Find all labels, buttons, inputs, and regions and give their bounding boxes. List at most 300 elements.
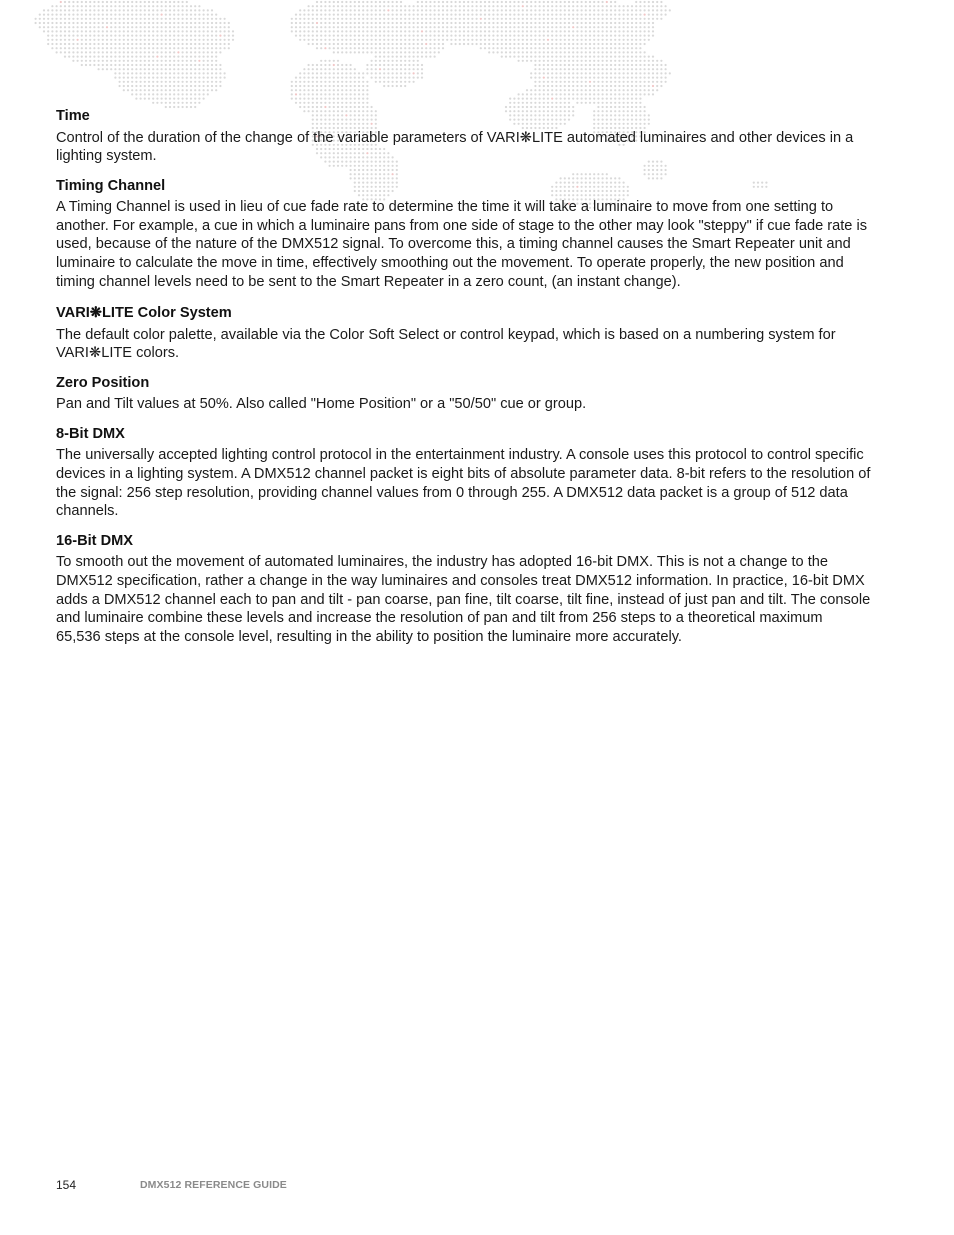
map-dot: [295, 35, 297, 37]
map-dot: [77, 26, 79, 28]
map-dot: [350, 68, 352, 70]
map-dot: [589, 77, 591, 79]
map-dot: [484, 5, 486, 7]
map-dot: [320, 5, 322, 7]
map-dot: [127, 39, 129, 41]
map-dot: [354, 9, 356, 11]
map-dot: [177, 18, 179, 20]
map-dot: [665, 81, 667, 83]
map-dot: [186, 5, 188, 7]
map-dot: [148, 1, 150, 3]
map-dot: [207, 18, 209, 20]
map-dot: [610, 89, 612, 91]
map-dot: [492, 47, 494, 49]
map-dot: [639, 51, 641, 53]
map-dot: [396, 26, 398, 28]
map-dot: [543, 43, 545, 45]
map-dot: [135, 26, 137, 28]
map-dot: [589, 26, 591, 28]
map-dot: [165, 14, 167, 16]
map-dot: [324, 64, 326, 66]
map-dot: [627, 60, 629, 62]
map-dot: [631, 35, 633, 37]
map-dot: [530, 102, 532, 104]
map-dot: [602, 98, 604, 100]
map-dot: [161, 102, 163, 104]
map-dot: [618, 81, 620, 83]
map-dot: [156, 81, 158, 83]
map-dot: [98, 5, 100, 7]
map-dot: [526, 102, 528, 104]
map-dot: [219, 43, 221, 45]
map-dot: [383, 64, 385, 66]
map-dot: [421, 1, 423, 3]
map-dot: [618, 47, 620, 49]
map-dot: [660, 5, 662, 7]
map-dot: [379, 56, 381, 58]
map-dot: [551, 5, 553, 7]
map-dot: [51, 18, 53, 20]
map-dot: [148, 5, 150, 7]
map-dot: [593, 102, 595, 104]
map-dot: [308, 89, 310, 91]
map-dot: [131, 64, 133, 66]
map-dot: [312, 9, 314, 11]
map-dot: [589, 51, 591, 53]
map-dot: [152, 60, 154, 62]
map-dot: [173, 77, 175, 79]
map-dot: [329, 98, 331, 100]
map-dot: [555, 68, 557, 70]
map-dot: [64, 14, 66, 16]
map-dot: [119, 14, 121, 16]
map-dot: [623, 39, 625, 41]
map-dot: [627, 64, 629, 66]
map-dot: [358, 9, 360, 11]
map-dot: [93, 51, 95, 53]
map-dot: [333, 51, 335, 53]
map-dot: [51, 9, 53, 11]
map-dot: [312, 43, 314, 45]
map-dot: [198, 14, 200, 16]
map-dot: [156, 30, 158, 32]
map-dot: [530, 89, 532, 91]
map-dot: [211, 56, 213, 58]
map-dot: [308, 26, 310, 28]
map-dot: [89, 47, 91, 49]
map-dot: [350, 77, 352, 79]
map-dot: [135, 89, 137, 91]
map-dot: [614, 1, 616, 3]
map-dot: [60, 5, 62, 7]
map-dot: [450, 30, 452, 32]
map-dot: [471, 35, 473, 37]
map-dot: [623, 60, 625, 62]
map-dot: [669, 72, 671, 74]
map-dot: [383, 22, 385, 24]
map-dot: [119, 47, 121, 49]
map-dot: [169, 51, 171, 53]
map-dot: [119, 51, 121, 53]
map-dot: [173, 43, 175, 45]
map-dot: [148, 51, 150, 53]
map-dot: [639, 60, 641, 62]
map-dot: [81, 26, 83, 28]
map-dot: [513, 56, 515, 58]
map-dot: [614, 56, 616, 58]
map-dot: [644, 43, 646, 45]
map-dot: [408, 56, 410, 58]
map-dot: [68, 26, 70, 28]
map-dot: [568, 98, 570, 100]
map-dot: [581, 47, 583, 49]
map-dot: [198, 85, 200, 87]
map-dot: [102, 9, 104, 11]
map-dot: [362, 1, 364, 3]
map-dot: [530, 93, 532, 95]
map-dot: [644, 56, 646, 58]
map-dot: [194, 22, 196, 24]
map-dot: [534, 5, 536, 7]
map-dot: [135, 14, 137, 16]
map-dot: [488, 9, 490, 11]
map-dot: [497, 14, 499, 16]
map-dot: [140, 81, 142, 83]
map-dot: [392, 77, 394, 79]
map-dot: [501, 35, 503, 37]
map-dot: [165, 89, 167, 91]
map-dot: [656, 89, 658, 91]
map-dot: [219, 68, 221, 70]
map-dot: [476, 30, 478, 32]
map-dot: [362, 51, 364, 53]
map-dot: [68, 35, 70, 37]
map-dot: [35, 18, 37, 20]
map-dot: [354, 51, 356, 53]
map-dot: [522, 43, 524, 45]
map-dot: [404, 14, 406, 16]
map-dot: [400, 1, 402, 3]
map-dot: [421, 18, 423, 20]
map-dot: [144, 43, 146, 45]
map-dot: [203, 47, 205, 49]
map-dot: [656, 68, 658, 70]
map-dot: [593, 51, 595, 53]
map-dot: [392, 35, 394, 37]
map-dot: [182, 56, 184, 58]
map-dot: [639, 43, 641, 45]
map-dot: [114, 14, 116, 16]
map-dot: [156, 18, 158, 20]
map-dot: [316, 47, 318, 49]
map-dot: [606, 1, 608, 3]
map-dot: [152, 22, 154, 24]
map-dot: [602, 26, 604, 28]
map-dot: [64, 39, 66, 41]
map-dot: [68, 9, 70, 11]
map-dot: [526, 14, 528, 16]
map-dot: [572, 51, 574, 53]
map-dot: [623, 68, 625, 70]
map-dot: [576, 89, 578, 91]
map-dot: [123, 39, 125, 41]
map-dot: [110, 9, 112, 11]
map-dot: [85, 39, 87, 41]
map-dot: [127, 77, 129, 79]
map-dot: [341, 93, 343, 95]
map-dot: [429, 22, 431, 24]
map-dot: [648, 30, 650, 32]
map-dot: [140, 9, 142, 11]
map-dot: [417, 5, 419, 7]
map-dot: [98, 22, 100, 24]
map-dot: [123, 30, 125, 32]
map-dot: [476, 26, 478, 28]
map-dot: [173, 98, 175, 100]
map-dot: [434, 39, 436, 41]
map-dot: [135, 35, 137, 37]
map-dot: [207, 51, 209, 53]
map-dot: [131, 35, 133, 37]
map-dot: [350, 102, 352, 104]
map-dot: [316, 35, 318, 37]
map-dot: [387, 5, 389, 7]
map-dot: [89, 9, 91, 11]
map-dot: [459, 9, 461, 11]
map-dot: [539, 43, 541, 45]
map-dot: [547, 9, 549, 11]
map-dot: [660, 18, 662, 20]
map-dot: [568, 5, 570, 7]
map-dot: [169, 93, 171, 95]
map-dot: [375, 30, 377, 32]
map-dot: [110, 47, 112, 49]
map-dot: [526, 39, 528, 41]
map-dot: [618, 85, 620, 87]
map-dot: [148, 93, 150, 95]
map-dot: [156, 85, 158, 87]
map-dot: [152, 18, 154, 20]
map-dot: [47, 22, 49, 24]
map-dot: [623, 9, 625, 11]
map-dot: [639, 35, 641, 37]
map-dot: [152, 81, 154, 83]
map-dot: [320, 22, 322, 24]
map-dot: [438, 5, 440, 7]
map-dot: [413, 81, 415, 83]
map-dot: [564, 9, 566, 11]
map-dot: [119, 85, 121, 87]
map-dot: [169, 47, 171, 49]
map-dot: [631, 102, 633, 104]
map-dot: [316, 93, 318, 95]
map-dot: [308, 98, 310, 100]
map-dot: [644, 89, 646, 91]
map-dot: [186, 64, 188, 66]
map-dot: [345, 30, 347, 32]
map-dot: [413, 56, 415, 58]
map-dot: [350, 89, 352, 91]
map-dot: [190, 98, 192, 100]
map-dot: [123, 60, 125, 62]
map-dot: [581, 85, 583, 87]
map-dot: [610, 43, 612, 45]
map-dot: [203, 56, 205, 58]
map-dot: [152, 14, 154, 16]
map-dot: [530, 72, 532, 74]
map-dot: [165, 85, 167, 87]
map-dot: [593, 30, 595, 32]
map-dot: [72, 26, 74, 28]
map-dot: [98, 47, 100, 49]
map-dot: [539, 1, 541, 3]
map-dot: [459, 1, 461, 3]
map-dot: [177, 39, 179, 41]
map-dot: [555, 5, 557, 7]
map-dot: [568, 85, 570, 87]
map-dot: [568, 26, 570, 28]
map-dot: [64, 9, 66, 11]
map-dot: [173, 93, 175, 95]
map-dot: [585, 81, 587, 83]
map-dot: [606, 35, 608, 37]
map-dot: [144, 1, 146, 3]
map-dot: [392, 22, 394, 24]
map-dot: [215, 85, 217, 87]
map-dot: [442, 26, 444, 28]
map-dot: [324, 68, 326, 70]
map-dot: [572, 22, 574, 24]
map-dot: [123, 56, 125, 58]
map-dot: [610, 30, 612, 32]
map-dot: [459, 39, 461, 41]
map-dot: [161, 18, 163, 20]
map-dot: [148, 81, 150, 83]
map-dot: [194, 47, 196, 49]
map-dot: [417, 68, 419, 70]
map-dot: [312, 77, 314, 79]
map-dot: [215, 26, 217, 28]
map-dot: [392, 26, 394, 28]
map-dot: [93, 14, 95, 16]
map-dot: [526, 47, 528, 49]
map-dot: [60, 39, 62, 41]
map-dot: [177, 47, 179, 49]
map-dot: [194, 60, 196, 62]
map-dot: [639, 39, 641, 41]
map-dot: [182, 98, 184, 100]
map-dot: [543, 89, 545, 91]
map-dot: [442, 47, 444, 49]
map-dot: [564, 35, 566, 37]
map-dot: [644, 68, 646, 70]
map-dot: [371, 1, 373, 3]
map-dot: [652, 5, 654, 7]
map-dot: [190, 9, 192, 11]
map-dot: [400, 77, 402, 79]
map-dot: [303, 26, 305, 28]
map-dot: [606, 9, 608, 11]
map-dot: [555, 77, 557, 79]
map-dot: [375, 35, 377, 37]
map-dot: [203, 51, 205, 53]
map-dot: [341, 102, 343, 104]
map-dot: [606, 14, 608, 16]
map-dot: [576, 77, 578, 79]
map-dot: [446, 39, 448, 41]
map-dot: [534, 51, 536, 53]
map-dot: [429, 39, 431, 41]
map-dot: [81, 39, 83, 41]
map-dot: [39, 18, 41, 20]
map-dot: [539, 56, 541, 58]
map-dot: [396, 9, 398, 11]
map-dot: [387, 64, 389, 66]
map-dot: [123, 22, 125, 24]
map-dot: [316, 39, 318, 41]
map-dot: [379, 22, 381, 24]
map-dot: [161, 68, 163, 70]
map-dot: [89, 26, 91, 28]
map-dot: [194, 56, 196, 58]
map-dot: [488, 30, 490, 32]
map-dot: [644, 1, 646, 3]
map-dot: [77, 47, 79, 49]
map-dot: [606, 64, 608, 66]
map-dot: [534, 14, 536, 16]
map-dot: [631, 72, 633, 74]
map-dot: [152, 72, 154, 74]
map-dot: [114, 9, 116, 11]
map-dot: [555, 22, 557, 24]
map-dot: [354, 39, 356, 41]
map-dot: [648, 85, 650, 87]
map-dot: [593, 60, 595, 62]
map-dot: [597, 68, 599, 70]
map-dot: [295, 102, 297, 104]
map-dot: [89, 22, 91, 24]
map-dot: [505, 1, 507, 3]
map-dot: [614, 77, 616, 79]
term-definition: To smooth out the movement of automated luminaires, the industry has adopted 16-bit DMX. This is not a change to the DMX512 specification, rather a change in the way luminaires and consoles treat DMX512 information. In practice, 16-bit DMX adds a DMX512 channel each to pan and tilt - pan coarse, pan fine, tilt coarse, tilt fine, instead of just pan and tilt. The console and luminaire combine these levels and increase the resolution of pan and tilt from 256 steps to a theoretical maximum 65,536 steps at the console level, resulting in the ability to position the luminaire more accurately.: [56, 554, 871, 645]
map-dot: [623, 98, 625, 100]
map-dot: [148, 14, 150, 16]
map-dot: [56, 47, 58, 49]
map-dot: [131, 68, 133, 70]
map-dot: [526, 18, 528, 20]
map-dot: [123, 77, 125, 79]
map-dot: [190, 22, 192, 24]
map-dot: [320, 89, 322, 91]
map-dot: [610, 93, 612, 95]
map-dot: [119, 68, 121, 70]
map-dot: [156, 56, 158, 58]
map-dot: [555, 26, 557, 28]
glossary-entry-zero-position: [56, 374, 871, 414]
map-dot: [383, 5, 385, 7]
map-dot: [442, 9, 444, 11]
map-dot: [299, 39, 301, 41]
map-dot: [375, 26, 377, 28]
map-dot: [337, 39, 339, 41]
map-dot: [119, 22, 121, 24]
map-dot: [198, 39, 200, 41]
map-dot: [341, 77, 343, 79]
map-dot: [463, 35, 465, 37]
map-dot: [161, 98, 163, 100]
map-dot: [161, 85, 163, 87]
map-dot: [190, 43, 192, 45]
